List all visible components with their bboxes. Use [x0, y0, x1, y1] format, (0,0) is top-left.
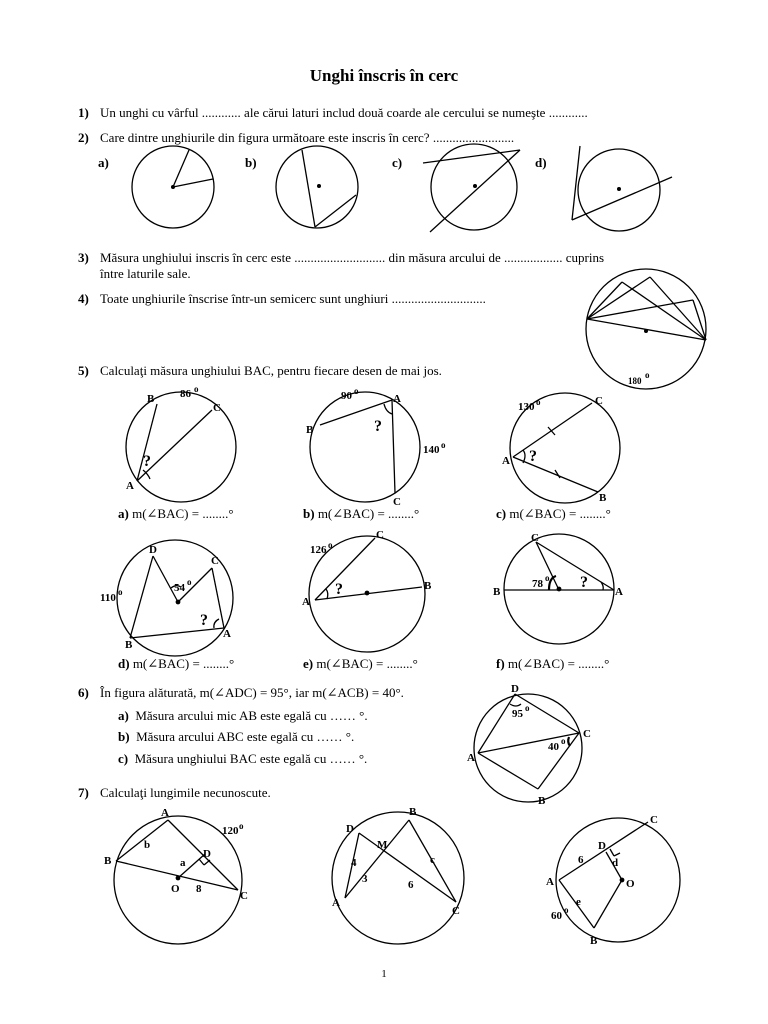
q7-fig1-label-a: a: [180, 857, 186, 869]
q7-fig2-label-D: D: [346, 823, 354, 835]
q7-fig2-label-A: A: [332, 897, 340, 909]
q6-text: În figura alăturată, m(∠ADC) = 95°, iar m(∠ACB) = 40°.: [100, 685, 404, 700]
q5c-label-A: A: [502, 455, 510, 467]
q3-line1: Măsura unghiului inscris în cerc este ............................ din măsura arcului de .................. cuprins: [100, 250, 605, 265]
q2-option-d: d): [535, 155, 547, 170]
q2-option-a: a): [98, 155, 109, 170]
q7-fig3-label-C: C: [650, 814, 658, 826]
q5b-arc2-degree: o: [441, 440, 446, 450]
q6-number: 6): [78, 685, 89, 700]
q4-number: 4): [78, 291, 89, 306]
q7-fig1-arc-degree: o: [239, 821, 244, 831]
q5a-arc-degree: o: [194, 384, 199, 394]
q5-text: Calculaţi măsura unghiului BAC, pentru fiecare desen de mai jos.: [100, 363, 442, 378]
q5-answer-f: f) m(∠BAC) = ........°: [496, 656, 610, 671]
q5d-label-D: D: [149, 544, 157, 556]
q5d-label-B: B: [125, 639, 133, 651]
q5a-label-C: C: [213, 402, 221, 414]
q5-answer-d: d) m(∠BAC) = ........°: [118, 656, 235, 671]
page-number: 1: [381, 968, 387, 980]
q6-angle2-label: 40: [548, 741, 559, 753]
q7-fig1-label-C: C: [240, 890, 248, 902]
q4-arc-label: 180: [628, 376, 642, 386]
q6-label-B: B: [538, 795, 546, 807]
q7-fig1-label-8: 8: [196, 883, 202, 895]
q5f-question-mark: ?: [580, 574, 588, 591]
q6-angle1-label: 95: [512, 708, 523, 720]
q5d-arc-degree: o: [118, 587, 123, 597]
q5f-angle-degree: o: [545, 573, 550, 583]
q7-fig1-label-A: A: [161, 807, 169, 819]
q7-fig2-label-6: 6: [408, 879, 414, 891]
q6-item-a: a) Măsura arcului mic AB este egală cu …… °.: [118, 708, 368, 723]
q2-figure-d: [572, 146, 672, 231]
q5e-question-mark: ?: [335, 581, 343, 598]
q5a-question-mark: ?: [143, 453, 151, 470]
page-title: Unghi înscris în cerc: [309, 66, 459, 85]
q5f-angle-label: 78: [532, 578, 543, 590]
q7-fig2-label-C: C: [452, 905, 460, 917]
q5d-label-A: A: [223, 628, 231, 640]
q5e-label-A: A: [302, 596, 310, 608]
q5-number: 5): [78, 363, 89, 378]
q4-text: Toate unghiurile înscrise într-un semicerc sunt unghiuri .............................: [100, 291, 486, 306]
q7-fig3-arc-label: 60: [551, 910, 562, 922]
q5c-label-C: C: [595, 395, 603, 407]
q5a-label-B: B: [147, 393, 155, 405]
q5b-arc1-degree: o: [354, 386, 359, 396]
q2-option-c: c): [392, 155, 403, 170]
q6-angle1-degree: o: [525, 703, 530, 713]
q2-text: Care dintre unghiurile din figura următoare este inscris în cerc? .........................: [100, 130, 515, 145]
q5b-label-C: C: [393, 496, 401, 508]
q7-figure-3: [556, 818, 680, 942]
q7-fig3-label-B: B: [590, 935, 598, 947]
q5d-question-mark: ?: [200, 612, 208, 629]
q7-fig3-label-d: d: [612, 857, 619, 869]
q5b-label-A: A: [393, 393, 401, 405]
q7-fig3-label-A: A: [546, 876, 554, 888]
q5c-label-B: B: [599, 492, 607, 504]
q5e-arc-label: 126: [310, 544, 327, 556]
q7-fig3-label-6: 6: [578, 854, 584, 866]
q7-fig2-label-3: 3: [362, 873, 368, 885]
q7-fig3-arc-degree: o: [564, 905, 569, 915]
q1-text: Un unghi cu vârful ............ ale cărui laturi includ două coarde ale cercului se numeşte ............: [100, 105, 588, 120]
q7-fig1-label-D: D: [203, 848, 211, 860]
q3-number: 3): [78, 250, 89, 265]
q4-arc-degree: o: [645, 370, 650, 380]
q7-fig3-label-D: D: [598, 840, 606, 852]
q5b-arc2-label: 140: [423, 444, 440, 456]
q5c-question-mark: ?: [529, 448, 537, 465]
q5f-label-B: B: [493, 586, 501, 598]
q6-label-D: D: [511, 683, 519, 695]
q2-figure-b: [276, 146, 358, 228]
q7-text: Calculaţi lungimile necunoscute.: [100, 785, 271, 800]
q6-label-A: A: [467, 752, 475, 764]
q7-fig1-label-O: O: [171, 883, 180, 895]
q7-fig1-arc-label: 120: [222, 825, 239, 837]
q5b-arc1-label: 90: [341, 390, 352, 402]
q7-fig2-label-4: 4: [351, 857, 357, 869]
q2-figure-a: [132, 146, 214, 228]
q5-answer-a: a) m(∠BAC) = ........°: [118, 506, 234, 521]
q2-option-b: b): [245, 155, 257, 170]
q5-answer-e: e) m(∠BAC) = ........°: [303, 656, 418, 671]
q5e-label-C: C: [376, 529, 384, 541]
q5e-arc-degree: o: [328, 540, 333, 550]
q5-figure-f: [504, 534, 614, 644]
q2-number: 2): [78, 130, 89, 145]
q7-fig3-label-O: O: [626, 878, 635, 890]
q7-number: 7): [78, 785, 89, 800]
q5b-label-B: B: [306, 424, 314, 436]
q5c-arc-label: 130: [518, 401, 535, 413]
q5d-arc-label: 110: [100, 592, 116, 604]
q7-fig1-label-b: b: [144, 839, 151, 851]
q6-label-C: C: [583, 728, 591, 740]
q7-fig2-label-c: c: [430, 854, 435, 866]
q5c-arc-degree: o: [536, 397, 541, 407]
q5a-label-A: A: [126, 480, 134, 492]
q6-item-c: c) Măsura unghiului BAC este egală cu …… °.: [118, 751, 368, 766]
q5-figure-b: [310, 392, 420, 502]
q5-answer-c: c) m(∠BAC) = ........°: [496, 506, 611, 521]
q3-line2: între laturile sale.: [100, 266, 191, 281]
q5-answer-b: b) m(∠BAC) = ........°: [303, 506, 420, 521]
q5b-question-mark: ?: [374, 418, 382, 435]
q7-fig3-label-e: e: [576, 896, 581, 908]
q5d-angle-degree: o: [187, 577, 192, 587]
q6-item-b: b) Măsura arcului ABC este egală cu …… °.: [118, 729, 355, 744]
q5f-label-C: C: [531, 532, 539, 544]
q5d-label-C: C: [211, 555, 219, 567]
q1-number: 1): [78, 105, 89, 120]
q5d-angle-label: 54: [174, 582, 185, 594]
q5f-label-A: A: [615, 586, 623, 598]
q7-fig1-label-B: B: [104, 855, 112, 867]
q5e-label-B: B: [424, 580, 432, 592]
q7-fig2-label-M: M: [377, 839, 388, 851]
q5a-arc-label: 86: [180, 388, 191, 400]
q6-angle2-degree: o: [561, 736, 566, 746]
q2-figure-c: [423, 144, 520, 232]
q7-fig2-label-B: B: [409, 806, 417, 818]
